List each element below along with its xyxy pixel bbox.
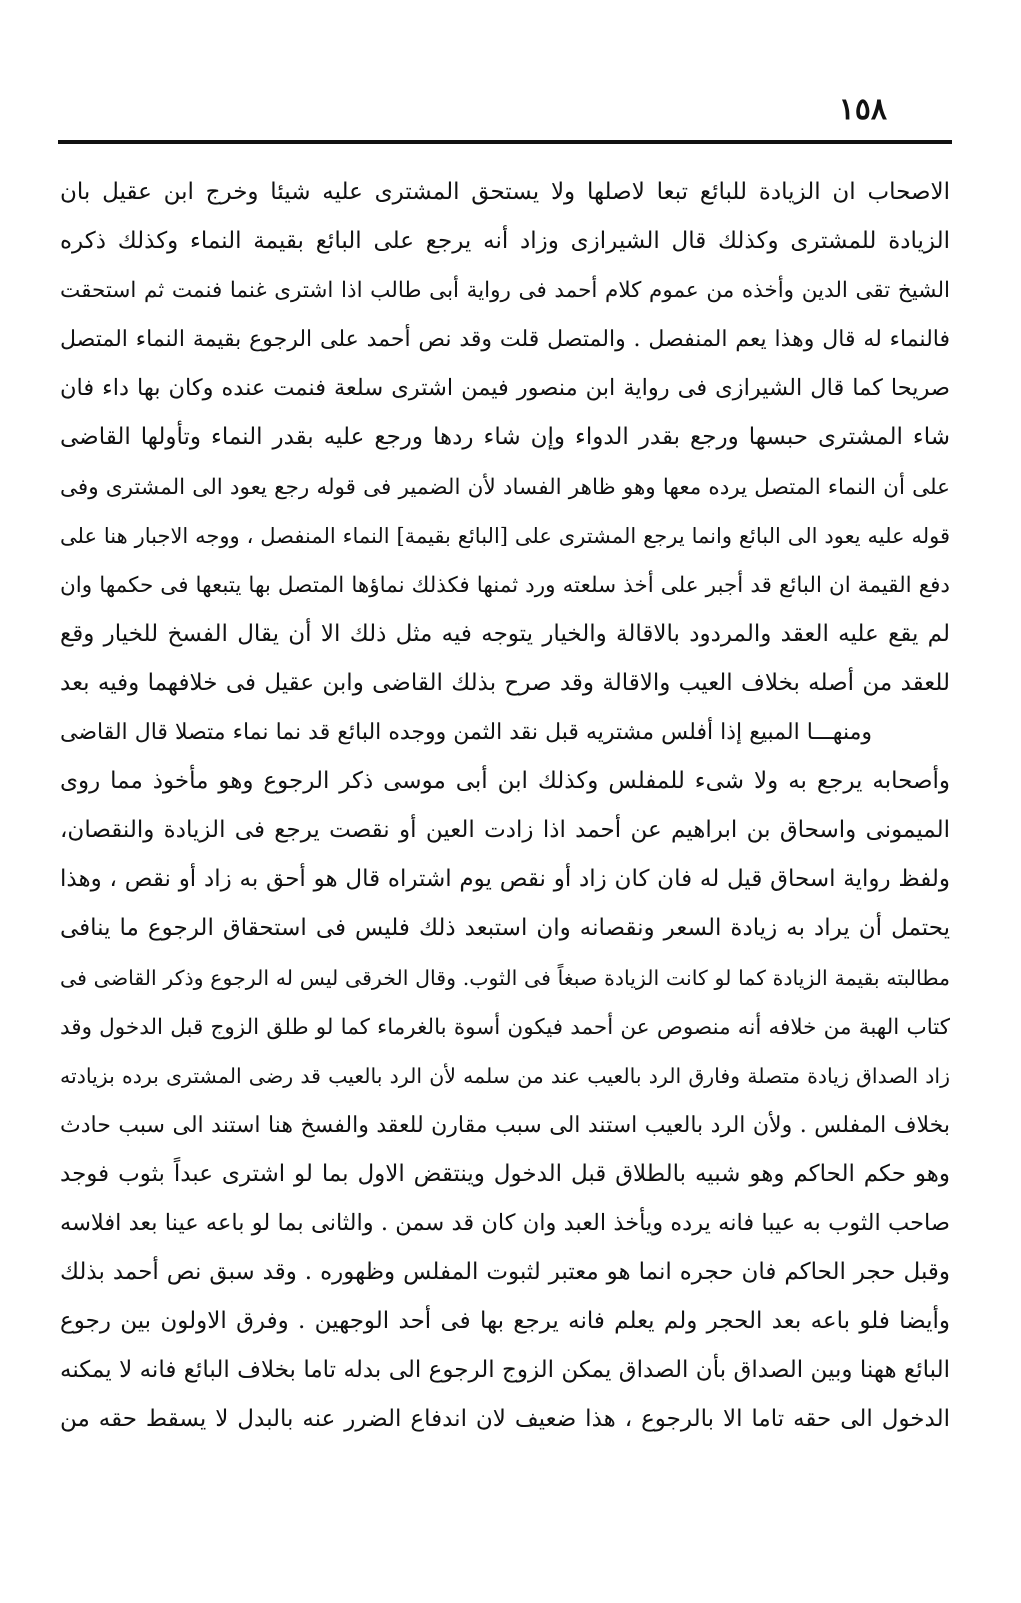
text-line: يحتمل أن يراد به زيادة السعر ونقصانه وان استبعد ذلك فليس فى استحقاق الرجوع ما ينافى <box>60 915 950 942</box>
text-line: الميمونى واسحاق بن ابراهيم عن أحمد اذا زادت العين أو نقصت يرجع فى الزيادة والنقصان، <box>60 817 950 844</box>
text-line: الزيادة للمشترى وكذلك قال الشيرازى وزاد أنه يرجع على البائع بقيمة النماء وكذلك ذكره <box>60 228 950 255</box>
text-line: الاصحاب ان الزيادة للبائع تبعا لاصلها ولا يستحق المشترى عليه شيئا وخرج ابن عقيل بان <box>60 179 950 205</box>
text-line: وأصحابه يرجع به ولا شىء للمفلس وكذلك ابن أبى موسى ذكر الرجوع وهو مأخوذ مما روى <box>60 768 950 795</box>
text-line: صاحب الثوب به عيبا فانه يرده ويأخذ العبد وان كان قد سمن . والثانى بما لو باعه عينا بعد افلاسه <box>60 1209 950 1236</box>
text-line: بخلاف المفلس . ولأن الرد بالعيب استند الى سبب مقارن للعقد والفسخ هنا استند الى سبب حادث <box>60 1112 950 1138</box>
text-line: قوله عليه يعود الى البائع وانما يرجع المشترى على [البائع بقيمة] النماء المنفصل ، ووجه الاجبار هنا على <box>60 523 950 548</box>
header-rule <box>58 140 952 144</box>
text-line: للعقد من أصله بخلاف العيب والاقالة وقد صرح بذلك القاضى وابن عقيل فى خلافهما وفيه بعد <box>60 669 950 696</box>
body-text <box>60 168 950 1444</box>
text-line: لم يقع عليه العقد والمردود بالاقالة والخيار يتوجه فيه مثل ذلك الا أن يقال الفسخ للخيار وقع <box>60 620 950 647</box>
text-line: وأيضا فلو باعه بعد الحجر ولم يعلم فانه يرجع بها فى أحد الوجهين . وفرق الاولون بين رجوع <box>60 1308 950 1335</box>
paragraph-start-line: ومنهـــا المبيع إذا أفلس مشتريه قبل نقد الثمن ووجده البائع قد نما نماء متصلا قال القاضى <box>60 720 872 746</box>
text-line: فالنماء له قال وهذا يعم المنفصل . والمتصل قلت وقد نص أحمد على الرجوع بقيمة النماء المتصل <box>60 327 950 353</box>
text-line: كتاب الهبة من خلافه أنه منصوص عن أحمد فيكون أسوة بالغرماء كما لو طلق الزوج قبل الدخول وقد <box>60 1014 950 1040</box>
page-number: ١٥٨ <box>838 92 887 127</box>
text-line: زاد الصداق زيادة متصلة وفارق الرد بالعيب عند من سلمه لأن الرد بالعيب قد رضى المشترى برده بزيادته <box>60 1063 950 1088</box>
text-line: وقبل حجر الحاكم فان حجره انما هو معتبر لثبوت المفلس وظهوره . وقد سبق نص أحمد بذلك <box>60 1259 950 1286</box>
text-line: الدخول الى حقه تاما الا بالرجوع ، هذا ضعيف لان اندفاع الضرر عنه بالبدل لا يسقط حقه من <box>60 1406 950 1433</box>
text-line: الشيخ تقى الدين وأخذه من عموم كلام أحمد فى رواية أبى طالب اذا اشترى غنما فنمت ثم استحقت <box>60 278 950 304</box>
text-line: مطالبته بقيمة الزيادة كما لو كانت الزيادة صبغاً فى الثوب. وقال الخرقى ليس له الرجوع وذكر القاضى فى <box>60 965 950 990</box>
text-line: على أن النماء المتصل يرده معها وهو ظاهر الفساد لأن الضمير فى قوله رجع يعود الى المشترى وفى <box>60 474 950 500</box>
text-line: دفع القيمة ان البائع قد أجبر على أخذ سلعته ورد ثمنها فكذلك نماؤها المتصل بها يتبعها فى حكمها وان <box>60 572 950 598</box>
text-line: البائع ههنا وبين الصداق بأن الصداق يمكن الزوج الرجوع الى بدله تاما بخلاف البائع فانه لا يمكنه <box>60 1357 950 1384</box>
text-line: ولفظ رواية اسحاق قيل له فان كان زاد أو نقص يوم اشتراه قال هو أحق به زاد أو نقص ، وهذا <box>60 866 950 893</box>
text-line: شاء المشترى حبسها ورجع بقدر الدواء وإن شاء ردها ورجع عليه بقدر النماء وتأولها القاضى <box>60 424 950 451</box>
text-line: صريحا كما قال الشيرازى فى رواية ابن منصور فيمن اشترى سلعة فنمت عنده وكان بها داء فان <box>60 375 950 402</box>
text-line: وهو حكم الحاكم وهو شبيه بالطلاق قبل الدخول وينتقض الاول بما لو اشترى عبداً بثوب فوجد <box>60 1160 950 1187</box>
